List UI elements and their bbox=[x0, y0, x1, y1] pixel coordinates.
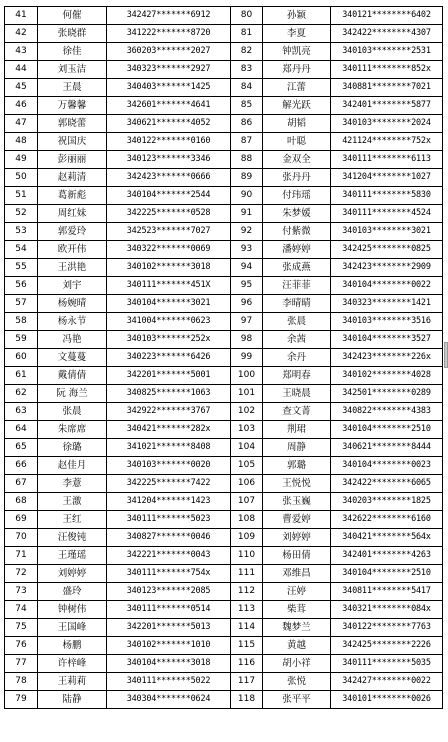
right-id-number-cell: 342401********4263 bbox=[331, 547, 443, 565]
left-id-number-cell: 340103*******252x bbox=[107, 331, 231, 349]
right-name-cell: 郭璐 bbox=[263, 457, 331, 475]
table-row bbox=[5, 187, 443, 205]
table-row bbox=[5, 637, 443, 655]
left-index-cell: 61 bbox=[5, 367, 38, 385]
right-id-number-cell: 340811********5417 bbox=[331, 583, 443, 601]
right-id-number-cell: 342422********6065 bbox=[331, 475, 443, 493]
right-index-cell: 109 bbox=[231, 529, 263, 547]
left-id-number-cell: 342423*******0666 bbox=[107, 169, 231, 187]
left-name-cell: 冯艳 bbox=[38, 331, 107, 349]
right-name-cell: 查文菁 bbox=[263, 403, 331, 421]
left-index-cell: 44 bbox=[5, 61, 38, 79]
right-name-cell: 刘婷婷 bbox=[263, 529, 331, 547]
left-id-number-cell: 342221*******0043 bbox=[107, 547, 231, 565]
table-row bbox=[5, 331, 443, 349]
right-name-cell: 张丹丹 bbox=[263, 169, 331, 187]
right-name-cell: 黄越 bbox=[263, 637, 331, 655]
left-id-number-cell: 340825*******1063 bbox=[107, 385, 231, 403]
right-name-cell: 孙颖 bbox=[263, 7, 331, 25]
right-name-cell: 胡小祥 bbox=[263, 655, 331, 673]
right-id-number-cell: 340122********7763 bbox=[331, 619, 443, 637]
right-id-number-cell: 340203********1825 bbox=[331, 493, 443, 511]
left-name-cell: 欧开伟 bbox=[38, 241, 107, 259]
table-row bbox=[5, 25, 443, 43]
left-id-number-cell: 340111*******0514 bbox=[107, 601, 231, 619]
left-id-number-cell: 340123*******3346 bbox=[107, 151, 231, 169]
left-index-cell: 63 bbox=[5, 403, 38, 421]
left-index-cell: 73 bbox=[5, 583, 38, 601]
left-id-number-cell: 340304*******0624 bbox=[107, 691, 231, 709]
left-index-cell: 62 bbox=[5, 385, 38, 403]
table-row bbox=[5, 511, 443, 529]
right-index-cell: 115 bbox=[231, 637, 263, 655]
right-name-cell: 付紫微 bbox=[263, 223, 331, 241]
right-index-cell: 89 bbox=[231, 169, 263, 187]
right-index-cell: 117 bbox=[231, 673, 263, 691]
left-name-cell: 王激 bbox=[38, 493, 107, 511]
left-index-cell: 71 bbox=[5, 547, 38, 565]
left-id-number-cell: 342601*******4641 bbox=[107, 97, 231, 115]
left-id-number-cell: 340322*******0069 bbox=[107, 241, 231, 259]
left-index-cell: 52 bbox=[5, 205, 38, 223]
right-id-number-cell: 340323********1421 bbox=[331, 295, 443, 313]
table-row bbox=[5, 97, 443, 115]
left-index-cell: 56 bbox=[5, 277, 38, 295]
table-row bbox=[5, 259, 443, 277]
right-index-cell: 81 bbox=[231, 25, 263, 43]
table-row bbox=[5, 691, 443, 709]
right-id-number-cell: 340421********564x bbox=[331, 529, 443, 547]
left-id-number-cell: 340421*******282x bbox=[107, 421, 231, 439]
left-name-cell: 杨婉晴 bbox=[38, 295, 107, 313]
table-row bbox=[5, 529, 443, 547]
left-id-number-cell: 340323*******2927 bbox=[107, 61, 231, 79]
right-id-number-cell: 342422********4307 bbox=[331, 25, 443, 43]
table-row bbox=[5, 61, 443, 79]
right-id-number-cell: 342423********226x bbox=[331, 349, 443, 367]
right-index-cell: 92 bbox=[231, 223, 263, 241]
right-id-number-cell: 340111********5830 bbox=[331, 187, 443, 205]
right-id-number-cell: 342425********0825 bbox=[331, 241, 443, 259]
right-index-cell: 95 bbox=[231, 277, 263, 295]
right-id-number-cell: 340111********6113 bbox=[331, 151, 443, 169]
right-name-cell: 汪菲菲 bbox=[263, 277, 331, 295]
table-row bbox=[5, 439, 443, 457]
right-id-number-cell: 342425********2226 bbox=[331, 637, 443, 655]
right-id-number-cell: 421124********752x bbox=[331, 133, 443, 151]
table-row bbox=[5, 223, 443, 241]
left-index-cell: 45 bbox=[5, 79, 38, 97]
left-id-number-cell: 340111*******5023 bbox=[107, 511, 231, 529]
right-index-cell: 86 bbox=[231, 115, 263, 133]
left-name-cell: 李薏 bbox=[38, 475, 107, 493]
left-id-number-cell: 340111*******5022 bbox=[107, 673, 231, 691]
right-index-cell: 90 bbox=[231, 187, 263, 205]
right-id-number-cell: 340103********3021 bbox=[331, 223, 443, 241]
table-row bbox=[5, 475, 443, 493]
left-id-number-cell: 342201*******5001 bbox=[107, 367, 231, 385]
left-name-cell: 何催 bbox=[38, 7, 107, 25]
table-row bbox=[5, 673, 443, 691]
left-index-cell: 60 bbox=[5, 349, 38, 367]
right-id-number-cell: 340121********6402 bbox=[331, 7, 443, 25]
table-row bbox=[5, 115, 443, 133]
left-index-cell: 42 bbox=[5, 25, 38, 43]
left-index-cell: 66 bbox=[5, 457, 38, 475]
left-name-cell: 祝国庆 bbox=[38, 133, 107, 151]
left-name-cell: 徐璐 bbox=[38, 439, 107, 457]
right-name-cell: 王晓晨 bbox=[263, 385, 331, 403]
left-id-number-cell: 360203*******2027 bbox=[107, 43, 231, 61]
left-index-cell: 69 bbox=[5, 511, 38, 529]
right-id-number-cell: 342423********2909 bbox=[331, 259, 443, 277]
right-name-cell: 余丹 bbox=[263, 349, 331, 367]
right-id-number-cell: 340321********084x bbox=[331, 601, 443, 619]
right-name-cell: 邓维昌 bbox=[263, 565, 331, 583]
right-id-number-cell: 342501********0289 bbox=[331, 385, 443, 403]
right-id-number-cell: 340104********3527 bbox=[331, 331, 443, 349]
left-index-cell: 41 bbox=[5, 7, 38, 25]
right-id-number-cell: 340104********2510 bbox=[331, 565, 443, 583]
right-index-cell: 88 bbox=[231, 151, 263, 169]
left-id-number-cell: 340827*******0046 bbox=[107, 529, 231, 547]
left-id-number-cell: 340123*******2085 bbox=[107, 583, 231, 601]
table-row bbox=[5, 133, 443, 151]
right-name-cell: 魏梦兰 bbox=[263, 619, 331, 637]
left-index-cell: 46 bbox=[5, 97, 38, 115]
left-name-cell: 朱席席 bbox=[38, 421, 107, 439]
left-name-cell: 张晓群 bbox=[38, 25, 107, 43]
left-id-number-cell: 340102*******3018 bbox=[107, 259, 231, 277]
right-id-number-cell: 340103********2531 bbox=[331, 43, 443, 61]
table-row bbox=[5, 277, 443, 295]
right-name-cell: 曹爱婷 bbox=[263, 511, 331, 529]
table-row bbox=[5, 79, 443, 97]
right-index-cell: 85 bbox=[231, 97, 263, 115]
right-id-number-cell: 340881********7021 bbox=[331, 79, 443, 97]
table-row bbox=[5, 151, 443, 169]
left-name-cell: 王晨 bbox=[38, 79, 107, 97]
left-id-number-cell: 340104*******2544 bbox=[107, 187, 231, 205]
right-name-cell: 付玮瑶 bbox=[263, 187, 331, 205]
right-index-cell: 108 bbox=[231, 511, 263, 529]
left-index-cell: 79 bbox=[5, 691, 38, 709]
right-name-cell: 李晴晴 bbox=[263, 295, 331, 313]
left-id-number-cell: 341004*******0623 bbox=[107, 313, 231, 331]
table-row bbox=[5, 619, 443, 637]
right-id-number-cell: 340104********0023 bbox=[331, 457, 443, 475]
right-index-cell: 80 bbox=[231, 7, 263, 25]
right-id-number-cell: 341204********1027 bbox=[331, 169, 443, 187]
left-id-number-cell: 342523*******7027 bbox=[107, 223, 231, 241]
left-name-cell: 葛新彪 bbox=[38, 187, 107, 205]
table-row bbox=[5, 205, 443, 223]
left-id-number-cell: 340223*******6426 bbox=[107, 349, 231, 367]
right-name-cell: 汪婷 bbox=[263, 583, 331, 601]
right-name-cell: 潘婷婷 bbox=[263, 241, 331, 259]
left-name-cell: 万馨馨 bbox=[38, 97, 107, 115]
left-id-number-cell: 340103*******0020 bbox=[107, 457, 231, 475]
right-index-cell: 103 bbox=[231, 421, 263, 439]
left-index-cell: 67 bbox=[5, 475, 38, 493]
right-index-cell: 84 bbox=[231, 79, 263, 97]
right-index-cell: 113 bbox=[231, 601, 263, 619]
left-name-cell: 徐佳 bbox=[38, 43, 107, 61]
table-row bbox=[5, 655, 443, 673]
right-index-cell: 104 bbox=[231, 439, 263, 457]
table-row bbox=[5, 313, 443, 331]
left-name-cell: 赵佳月 bbox=[38, 457, 107, 475]
right-index-cell: 99 bbox=[231, 349, 263, 367]
right-index-cell: 107 bbox=[231, 493, 263, 511]
left-name-cell: 陆静 bbox=[38, 691, 107, 709]
table-row bbox=[5, 457, 443, 475]
scroll-handle[interactable] bbox=[444, 342, 448, 368]
right-index-cell: 91 bbox=[231, 205, 263, 223]
right-name-cell: 柴茸 bbox=[263, 601, 331, 619]
table-row bbox=[5, 169, 443, 187]
left-name-cell: 戴倩倩 bbox=[38, 367, 107, 385]
left-id-number-cell: 342225*******7422 bbox=[107, 475, 231, 493]
left-index-cell: 72 bbox=[5, 565, 38, 583]
right-name-cell: 江蕾 bbox=[263, 79, 331, 97]
roster-table bbox=[4, 6, 443, 709]
right-id-number-cell: 340111********5035 bbox=[331, 655, 443, 673]
right-index-cell: 116 bbox=[231, 655, 263, 673]
right-index-cell: 112 bbox=[231, 583, 263, 601]
right-index-cell: 111 bbox=[231, 565, 263, 583]
left-name-cell: 王红 bbox=[38, 511, 107, 529]
right-index-cell: 105 bbox=[231, 457, 263, 475]
right-index-cell: 94 bbox=[231, 259, 263, 277]
right-name-cell: 张平平 bbox=[263, 691, 331, 709]
table-row bbox=[5, 583, 443, 601]
left-id-number-cell: 340102*******1010 bbox=[107, 637, 231, 655]
right-id-number-cell: 340111********852x bbox=[331, 61, 443, 79]
left-name-cell: 钟树伟 bbox=[38, 601, 107, 619]
table-row bbox=[5, 367, 443, 385]
left-name-cell: 刘玉洁 bbox=[38, 61, 107, 79]
right-id-number-cell: 340104********2510 bbox=[331, 421, 443, 439]
right-id-number-cell: 340111********4524 bbox=[331, 205, 443, 223]
right-id-number-cell: 342401********5877 bbox=[331, 97, 443, 115]
left-name-cell: 郭晓蕾 bbox=[38, 115, 107, 133]
right-index-cell: 102 bbox=[231, 403, 263, 421]
table-row bbox=[5, 43, 443, 61]
right-id-number-cell: 340101********0026 bbox=[331, 691, 443, 709]
table-row bbox=[5, 385, 443, 403]
right-name-cell: 郑丹丹 bbox=[263, 61, 331, 79]
left-index-cell: 57 bbox=[5, 295, 38, 313]
left-index-cell: 78 bbox=[5, 673, 38, 691]
left-id-number-cell: 342922*******3767 bbox=[107, 403, 231, 421]
left-name-cell: 王洪艳 bbox=[38, 259, 107, 277]
left-name-cell: 赵莉清 bbox=[38, 169, 107, 187]
table-row bbox=[5, 601, 443, 619]
right-index-cell: 101 bbox=[231, 385, 263, 403]
table-row bbox=[5, 565, 443, 583]
right-index-cell: 114 bbox=[231, 619, 263, 637]
right-id-number-cell: 340822********4383 bbox=[331, 403, 443, 421]
right-id-number-cell: 342427********0022 bbox=[331, 673, 443, 691]
right-name-cell: 张晨 bbox=[263, 313, 331, 331]
left-id-number-cell: 341021*******8408 bbox=[107, 439, 231, 457]
right-id-number-cell: 340102********4028 bbox=[331, 367, 443, 385]
left-name-cell: 阮 海兰 bbox=[38, 385, 107, 403]
table-row bbox=[5, 403, 443, 421]
table-row bbox=[5, 241, 443, 259]
left-id-number-cell: 342225*******0528 bbox=[107, 205, 231, 223]
left-name-cell: 汪俊钝 bbox=[38, 529, 107, 547]
left-name-cell: 许梓峰 bbox=[38, 655, 107, 673]
left-index-cell: 48 bbox=[5, 133, 38, 151]
right-name-cell: 解光跃 bbox=[263, 97, 331, 115]
left-name-cell: 杨鹏 bbox=[38, 637, 107, 655]
right-name-cell: 钟凯亮 bbox=[263, 43, 331, 61]
left-id-number-cell: 340104*******3018 bbox=[107, 655, 231, 673]
left-name-cell: 刘婷婷 bbox=[38, 565, 107, 583]
right-name-cell: 朱梦媛 bbox=[263, 205, 331, 223]
right-name-cell: 荆珺 bbox=[263, 421, 331, 439]
left-index-cell: 70 bbox=[5, 529, 38, 547]
left-id-number-cell: 340111*******754x bbox=[107, 565, 231, 583]
table-row bbox=[5, 349, 443, 367]
right-index-cell: 106 bbox=[231, 475, 263, 493]
right-name-cell: 杨田倩 bbox=[263, 547, 331, 565]
left-index-cell: 58 bbox=[5, 313, 38, 331]
right-name-cell: 王悦悦 bbox=[263, 475, 331, 493]
left-index-cell: 53 bbox=[5, 223, 38, 241]
left-index-cell: 75 bbox=[5, 619, 38, 637]
roster-body bbox=[5, 7, 443, 709]
left-name-cell: 周红妹 bbox=[38, 205, 107, 223]
right-index-cell: 82 bbox=[231, 43, 263, 61]
left-index-cell: 76 bbox=[5, 637, 38, 655]
right-name-cell: 张成燕 bbox=[263, 259, 331, 277]
left-index-cell: 64 bbox=[5, 421, 38, 439]
left-id-number-cell: 340104*******3021 bbox=[107, 295, 231, 313]
right-name-cell: 张玉巍 bbox=[263, 493, 331, 511]
right-id-number-cell: 342622********6160 bbox=[331, 511, 443, 529]
left-id-number-cell: 340621*******4052 bbox=[107, 115, 231, 133]
left-index-cell: 59 bbox=[5, 331, 38, 349]
right-id-number-cell: 340621********8444 bbox=[331, 439, 443, 457]
left-id-number-cell: 341222*******8720 bbox=[107, 25, 231, 43]
left-index-cell: 65 bbox=[5, 439, 38, 457]
left-name-cell: 王瑾瑶 bbox=[38, 547, 107, 565]
right-index-cell: 93 bbox=[231, 241, 263, 259]
right-index-cell: 87 bbox=[231, 133, 263, 151]
table-row bbox=[5, 295, 443, 313]
right-index-cell: 98 bbox=[231, 331, 263, 349]
left-name-cell: 刘宇 bbox=[38, 277, 107, 295]
left-index-cell: 77 bbox=[5, 655, 38, 673]
right-index-cell: 118 bbox=[231, 691, 263, 709]
left-index-cell: 47 bbox=[5, 115, 38, 133]
right-id-number-cell: 340103********3516 bbox=[331, 313, 443, 331]
table-row bbox=[5, 547, 443, 565]
right-name-cell: 张悦 bbox=[263, 673, 331, 691]
left-index-cell: 68 bbox=[5, 493, 38, 511]
left-name-cell: 杨永节 bbox=[38, 313, 107, 331]
left-index-cell: 54 bbox=[5, 241, 38, 259]
right-index-cell: 100 bbox=[231, 367, 263, 385]
left-id-number-cell: 340111*******451X bbox=[107, 277, 231, 295]
right-name-cell: 余茜 bbox=[263, 331, 331, 349]
left-index-cell: 55 bbox=[5, 259, 38, 277]
table-row bbox=[5, 421, 443, 439]
right-index-cell: 97 bbox=[231, 313, 263, 331]
right-id-number-cell: 340103********2024 bbox=[331, 115, 443, 133]
right-name-cell: 胡韬 bbox=[263, 115, 331, 133]
left-name-cell: 盛玲 bbox=[38, 583, 107, 601]
left-name-cell: 王国峰 bbox=[38, 619, 107, 637]
right-name-cell: 郑明春 bbox=[263, 367, 331, 385]
right-name-cell: 金双全 bbox=[263, 151, 331, 169]
left-index-cell: 50 bbox=[5, 169, 38, 187]
right-name-cell: 周静 bbox=[263, 439, 331, 457]
right-index-cell: 83 bbox=[231, 61, 263, 79]
right-index-cell: 96 bbox=[231, 295, 263, 313]
left-index-cell: 74 bbox=[5, 601, 38, 619]
left-id-number-cell: 340122*******0160 bbox=[107, 133, 231, 151]
left-name-cell: 文蔓蔓 bbox=[38, 349, 107, 367]
left-index-cell: 49 bbox=[5, 151, 38, 169]
table-row bbox=[5, 493, 443, 511]
left-name-cell: 王莉莉 bbox=[38, 673, 107, 691]
left-index-cell: 43 bbox=[5, 43, 38, 61]
left-id-number-cell: 342201*******5013 bbox=[107, 619, 231, 637]
left-name-cell: 张晨 bbox=[38, 403, 107, 421]
right-id-number-cell: 340104********0022 bbox=[331, 277, 443, 295]
left-id-number-cell: 342427*******6912 bbox=[107, 7, 231, 25]
left-name-cell: 彭丽丽 bbox=[38, 151, 107, 169]
right-index-cell: 110 bbox=[231, 547, 263, 565]
left-index-cell: 51 bbox=[5, 187, 38, 205]
left-id-number-cell: 340403*******1425 bbox=[107, 79, 231, 97]
left-name-cell: 郭爱玲 bbox=[38, 223, 107, 241]
table-row bbox=[5, 7, 443, 25]
left-id-number-cell: 341204*******1423 bbox=[107, 493, 231, 511]
right-name-cell: 叶聪 bbox=[263, 133, 331, 151]
right-name-cell: 李夏 bbox=[263, 25, 331, 43]
